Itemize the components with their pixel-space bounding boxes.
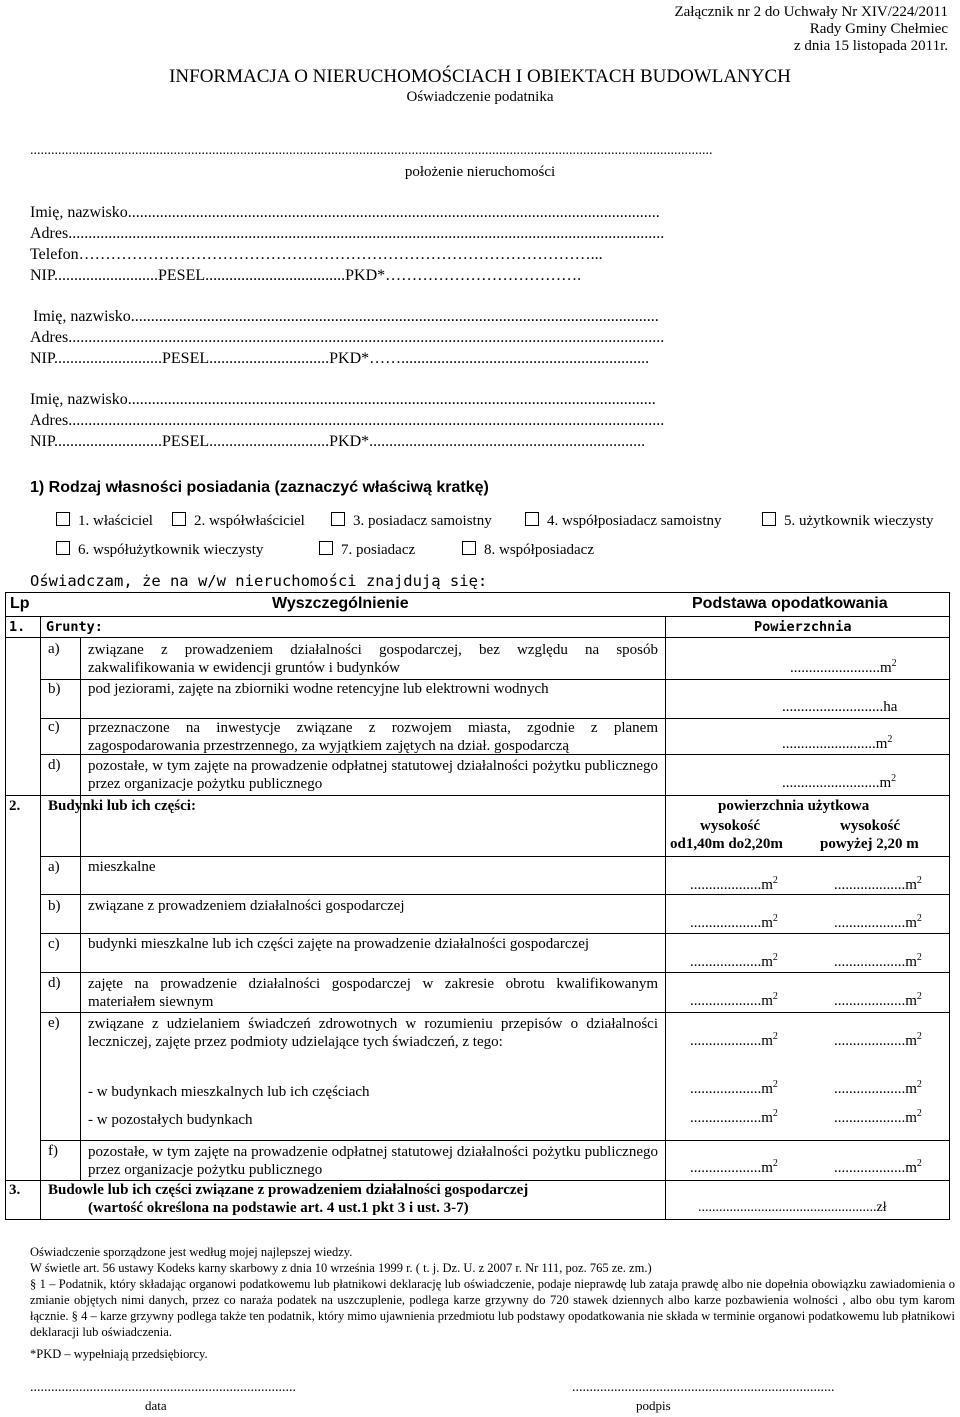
- building-item-d-value-low[interactable]: $...................m^2$: [690, 991, 778, 1009]
- person-2-name-field[interactable]: Imię, nazwisko....................................................................................................................................: [33, 308, 659, 325]
- land-item-c-value[interactable]: $.........................m^2$: [782, 734, 893, 752]
- date-label: data: [145, 1398, 167, 1413]
- ownership-option-3[interactable]: 3. posiadacz samoistny: [331, 512, 492, 530]
- land-item-b-value[interactable]: ...........................ha: [782, 699, 898, 715]
- building-item-c-value-low[interactable]: $...................m^2$: [690, 952, 778, 970]
- land-item-b-text: pod jeziorami, zajęte na zbiorniki wodne retencyjne lub elektrowni wodnych: [88, 681, 549, 697]
- building-item-a-value-high[interactable]: $...................m^2$: [834, 875, 922, 893]
- building-item-e2-text: - w pozostałych budynkach: [88, 1112, 253, 1128]
- person-1-address-field[interactable]: Adres.....................................................................................................................................................: [30, 225, 665, 242]
- footer-legal-reference: W świetle art. 56 ustawy Kodeks karny skarbowy z dnia 10 września 1999 r. ( t. j. Dz. U. z 2007 r. Nr 111, poz. 765 ze. zm.): [30, 1261, 652, 1275]
- height-high-heading-2: powyżej 2,20 m: [820, 836, 919, 852]
- checkbox-icon[interactable]: [331, 512, 345, 526]
- table-header-tax-basis: Podstawa opodatkowania: [692, 595, 888, 612]
- building-item-a-label: a): [48, 859, 60, 875]
- declaration-heading: Oświadczam, że na w/w nieruchomości znajdują się:: [30, 572, 488, 590]
- ownership-option-2[interactable]: 2. współwłaściciel: [172, 512, 305, 530]
- building-item-c-text: budynki mieszkalne lub ich części zajęte na prowadzenie działalności gospodarczej: [88, 936, 590, 952]
- land-item-d-value[interactable]: $..........................m^2$: [782, 773, 897, 791]
- structures-value[interactable]: ...................................................zł: [698, 1200, 887, 1215]
- building-item-c-value-high[interactable]: $...................m^2$: [834, 952, 922, 970]
- person-3-address-field[interactable]: Adres.....................................................................................................................................................: [30, 412, 665, 429]
- checkbox-icon[interactable]: [462, 541, 476, 555]
- building-item-b-value-high[interactable]: $...................m^2$: [834, 913, 922, 931]
- person-2-address-field[interactable]: Adres.....................................................................................................................................................: [30, 329, 665, 346]
- building-item-b-label: b): [48, 898, 61, 914]
- height-high-heading-1: wysokość: [840, 818, 901, 834]
- ownership-option-5[interactable]: 5. użytkownik wieczysty: [762, 512, 934, 530]
- attachment-header: [674, 4, 948, 55]
- building-item-e-value-high[interactable]: $...................m^2$: [834, 1031, 922, 1049]
- location-label: położenie nieruchomości: [404, 164, 556, 180]
- land-item-d-label: d): [48, 757, 61, 773]
- header-line-3: z dnia 15 listopada 2011r.: [794, 38, 948, 54]
- person-3-name-field[interactable]: Imię, nazwisko....................................................................................................................................: [30, 391, 656, 408]
- height-low-heading-2: od1,40m do2,20m: [670, 836, 783, 852]
- usable-area-column: powierzchnia użytkowa: [718, 798, 870, 814]
- person-2-nip-pesel-pkd-field[interactable]: NIP...........................PESEL..............................PKD*……..............................................................: [30, 350, 650, 367]
- checkbox-icon[interactable]: [319, 541, 333, 555]
- building-item-d-value-high[interactable]: $...................m^2$: [834, 991, 922, 1009]
- footer-penalty-text: § 1 – Podatnik, który składając organowi podatkowemu lub płatnikowi deklarację lub oświadczenie, podaje nieprawdę lub zataja prawdę albo nie dopełnia obowiązku zawiadomienia o zmianie objętych nimi danych, przez co naraża podatek na uszczuplenie, podlega karze grzywny do 720 stawek dziennych albo karze pozbawienia wolności , albo obu tym karom łącznie. § 4 – karze grzywny podlega także ten podatnik, który mimo ujawnienia przedmiotu lub podstawy opodatkowania nie składa w terminie organowi podatkowemu lub płatnikowi deklaracji lub oświadczenia.: [30, 1277, 955, 1339]
- building-item-c-label: c): [48, 936, 60, 952]
- building-item-e1-value-high[interactable]: $...................m^2$: [834, 1079, 922, 1097]
- structures-section-subtitle: (wartość określona na podstawie art. 4 ust.1 pkt 3 i ust. 3-7): [88, 1200, 469, 1216]
- building-item-d-label: d): [48, 975, 61, 991]
- person-1-phone-field[interactable]: Telefon……………………………………………………………………………………...: [30, 246, 603, 263]
- height-low-heading-1: wysokość: [700, 818, 761, 834]
- checkbox-icon[interactable]: [525, 512, 539, 526]
- ownership-option-7[interactable]: 7. posiadacz: [319, 541, 415, 559]
- building-item-e1-value-low[interactable]: $...................m^2$: [690, 1079, 778, 1097]
- structures-section-number: 3.: [9, 1182, 21, 1198]
- checkbox-icon[interactable]: [172, 512, 186, 526]
- land-section-number: 1.: [9, 619, 26, 635]
- header-line-1: Załącznik nr 2 do Uchwały Nr XIV/224/2011: [674, 4, 948, 20]
- document-subtitle: Oświadczenie podatnika: [406, 89, 554, 105]
- checkbox-icon[interactable]: [762, 512, 776, 526]
- building-item-a-text: mieszkalne: [88, 859, 156, 875]
- building-item-b-text: związane z prowadzeniem działalności gospodarczej: [88, 898, 405, 914]
- building-item-e-value-low[interactable]: $...................m^2$: [690, 1031, 778, 1049]
- building-item-e2-value-high[interactable]: $...................m^2$: [834, 1108, 922, 1126]
- person-3-nip-pesel-pkd-field[interactable]: NIP...........................PESEL..............................PKD*.....................................................................: [30, 433, 646, 450]
- building-item-e-text: związane z udzielaniem świadczeń zdrowotnych w rozumieniu przepisów o działalności leczniczej, zajęte przez podmioty udzielające tych świadczeń, z tego:: [88, 1016, 658, 1050]
- land-item-d-text: pozostałe, w tym zajęte na prowadzenie odpłatnej statutowej działalności pożytku publicznego przez organizacje pożytku publicznego: [88, 758, 658, 792]
- land-item-c-text: przeznaczone na inwestycje związane z rozwojem miasta, zgodnie z planem zagospodarowania przestrzennego, za wyjątkiem zajętych na dział. gospodarczą: [88, 720, 658, 754]
- buildings-section-title: Budynki lub ich części:: [48, 798, 196, 814]
- ownership-option-8[interactable]: 8. współposiadacz: [462, 541, 594, 559]
- document-title: INFORMACJA O NIERUCHOMOŚCIACH I OBIEKTACH BUDOWLANYCH: [169, 66, 791, 87]
- table-header-lp: Lp: [10, 595, 30, 612]
- building-item-f-value-high[interactable]: $...................m^2$: [834, 1158, 922, 1176]
- person-1-name-field[interactable]: Imię, nazwisko.....................................................................................................................................: [30, 204, 660, 221]
- location-dots[interactable]: ...................................................................................................................................................................................................: [30, 143, 713, 158]
- land-section-title: Grunty:: [46, 619, 103, 635]
- land-item-b-label: b): [48, 681, 61, 697]
- date-field[interactable]: ............................................................................: [30, 1380, 296, 1395]
- building-item-a-value-low[interactable]: $...................m^2$: [690, 875, 778, 893]
- signature-field[interactable]: ...........................................................................: [572, 1380, 835, 1395]
- building-item-f-value-low[interactable]: $...................m^2$: [690, 1158, 778, 1176]
- building-item-b-value-low[interactable]: $...................m^2$: [690, 913, 778, 931]
- person-1-nip-pesel-pkd-field[interactable]: NIP..........................PESEL...................................PKD*……………………………….: [30, 267, 582, 284]
- checkbox-icon[interactable]: [56, 512, 70, 526]
- buildings-section-number: 2.: [9, 798, 21, 814]
- land-item-a-label: a): [48, 641, 60, 657]
- footer-statement: Oświadczenie sporządzone jest według mojej najlepszej wiedzy.: [30, 1245, 353, 1259]
- building-item-e-label: e): [48, 1015, 60, 1031]
- signature-label: podpis: [636, 1398, 671, 1413]
- building-item-d-text: zajęte na prowadzenie działalności gospodarczej w zakresie obrotu kwalifikowanym materiałem siewnym: [88, 976, 658, 1010]
- structures-section-title: Budowle lub ich części związane z prowadzeniem działalności gospodarczej: [48, 1182, 529, 1198]
- table-header-description: Wyszczególnienie: [272, 595, 409, 612]
- ownership-option-1[interactable]: 1. właściciel: [56, 512, 153, 530]
- ownership-section-title: 1) Rodzaj własności posiadania (zaznaczyć właściwą kratkę): [30, 479, 489, 496]
- ownership-option-6[interactable]: 6. współużytkownik wieczysty: [56, 541, 263, 559]
- land-area-column: Powierzchnia: [754, 619, 852, 635]
- building-item-f-text: pozostałe, w tym zajęte na prowadzenie odpłatnej statutowej działalności pożytku publicznego przez organizacje pożytku publicznego: [88, 1144, 658, 1178]
- checkbox-icon[interactable]: [56, 541, 70, 555]
- building-item-f-label: f): [48, 1143, 58, 1159]
- footer-pkd-note: *PKD – wypełniają przedsiębiorcy.: [30, 1347, 208, 1361]
- land-item-a-text: związane z prowadzeniem działalności gospodarczej, bez względu na sposób zakwalifikowania w ewidencji gruntów i budynków: [88, 642, 658, 676]
- building-item-e1-text: - w budynkach mieszkalnych lub ich częściach: [88, 1084, 370, 1100]
- land-item-c-label: c): [48, 719, 60, 735]
- building-item-e2-value-low[interactable]: $...................m^2$: [690, 1108, 778, 1126]
- land-item-a-value[interactable]: $........................m^2$: [790, 658, 897, 676]
- header-line-2: Rady Gminy Chełmiec: [809, 21, 948, 37]
- ownership-option-4[interactable]: 4. współposiadacz samoistny: [525, 512, 722, 530]
